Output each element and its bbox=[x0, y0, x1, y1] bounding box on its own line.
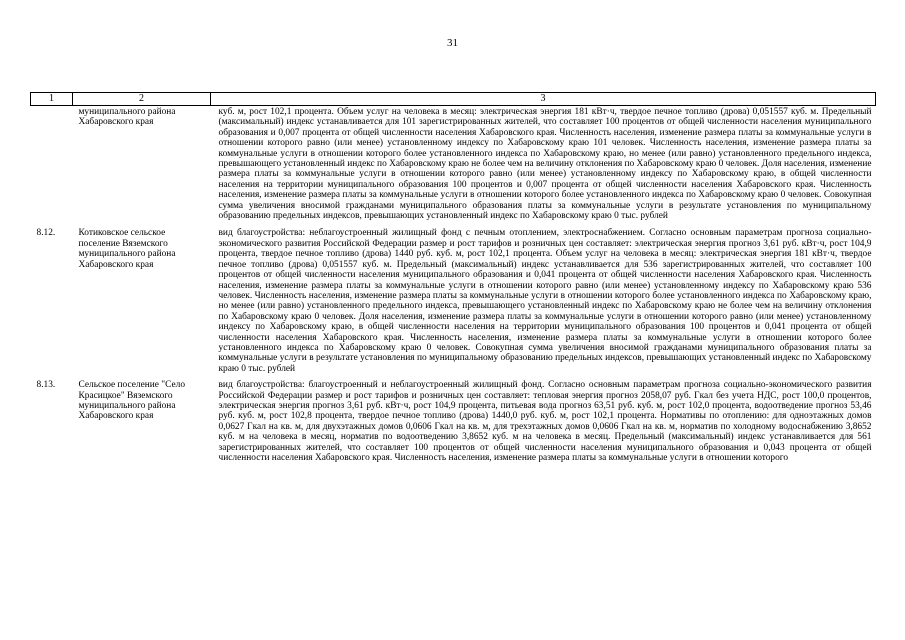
header-col-3: 3 bbox=[211, 93, 876, 106]
table-row bbox=[31, 228, 876, 380]
table-row bbox=[31, 106, 876, 229]
tariff-table bbox=[30, 92, 876, 463]
header-col-1: 1 bbox=[31, 93, 73, 106]
municipality-name: муниципального района Хабаровского края bbox=[78, 107, 176, 128]
row-number: 8.13. bbox=[36, 380, 56, 391]
table-row bbox=[31, 380, 876, 463]
page-number: 31 bbox=[447, 37, 458, 49]
row-description: вид благоустройства: благоустроенный и неблагоустроенный жилищный фонд. Согласно основным параметрам прогноза социально-экономического развития Российской Федерации размер и рост тарифов и розничных цен составляет: тепловая энергия прогноз 2058,07 руб. Гкал без учета НДС, рост 100,0 процентов, электрическая энергия прогноз 3,61 руб. кВт·ч, рост 104,9 процента, питьевая вода прогноз 63,51 руб. куб. м, рост 102,0 процента, водоотведение прогноз 53,46 руб. куб. м, рост 102,8 процента, твердое печное топливо (дрова) 1440,0 руб. куб. м, рост 102,1 процента. Нормативы по отоплению: для одноэтажных домов 0,0627 Гкал на кв. м, для двухэтажных домов 0,0606 Гкал на кв. м, для трехэтажных домов 0,0606 Гкал на кв. м, норматив по холодному водоснабжению 3,8652 куб. м на человека в месяц, норматив по водоотведению 3,8652 куб. м на человека в месяц. Предельный (максимальный) индекс устанавливается для 561 зарегистрированных жителей, что составляет 100 процентов от общей численности населения муниципального образования и 0,043 процента от общей численности населения Хабаровского края. Численность населения, изменение размера платы за коммунальные услуги в отношении которого bbox=[218, 380, 872, 463]
municipality-name: Сельское поселение "Село Красицкое" Вяземского муниципального района Хабаровского края bbox=[78, 380, 186, 422]
row-number: 8.12. bbox=[36, 228, 56, 239]
header-col-2: 2 bbox=[73, 93, 211, 106]
row-description: вид благоустройства: неблагоустроенный жилищный фонд с печным отоплением, электроснабжением. Согласно основным параметрам прогноза социально-экономического развития Российской Федерации размер и рост тарифов и розничных цен составляет: электрическая энергия прогноз 3,61 руб. кВт·ч, рост 104,9 процента, твердое печное топливо (дрова) 1440 руб. куб. м, рост 102,1 процента. Объем услуг на человека в месяц: электрическая энергия 181 кВт·ч, твердое печное топливо (дрова) 0,051557 куб. м. Предельный (максимальный) индекс устанавливается для 536 зарегистрированных жителей, что составляет 100 процентов от общей численности населения муниципального образования и 0,041 процента от общей численности населения Хабаровского края. Численность населения, изменение размера платы за коммунальные услуги в отношении которого равно (или менее) установленному индексу по Хабаровскому краю 536 человек. Численность населения, изменение размера платы за коммунальные услуги в отношении которого более установленного индекса по Хабаровскому краю, но менее (или равно) установленного предельного индекса, превышающего установленный индекс по Хабаровскому краю не более чем на величину отклонения по Хабаровскому краю 0 человек. Доля населения, изменение размера платы за коммунальные услуги в отношении которого равно (или менее) установленному индексу по Хабаровскому краю, в общей численности населения на территории муниципального образования 100 процентов и 0,041 процента от общей численности населения Хабаровского края. Численность населения, изменение размера платы за коммунальные услуги в отношении которого более установленного индекса по Хабаровскому краю 0 человек. Совокупная сумма увеличения вносимой гражданами муниципального образования платы за коммунальные услуги в результате установления по муниципальному образованию предельных индексов, превышающих установленный индекс по Хабаровскому краю 0 тыс. рублей bbox=[218, 228, 872, 374]
municipality-name: Котиковское сельское поселение Вяземского муниципального района Хабаровского края bbox=[78, 228, 176, 270]
row-description: куб. м, рост 102,1 процента. Объем услуг на человека в месяц: электрическая энергия 181 кВт·ч, твердое печное топливо (дрова) 0,051557 куб. м. Предельный (максимальный) индекс устанавливается для 101 зарегистрированных жителей, что составляет 100 процентов от общей численности населения муниципального образования и 0,007 процента от общей численности населения Хабаровского края. Численность населения, изменение размера платы за коммунальные услуги в отношении которого равно (или менее) установленному индексу по Хабаровскому краю 101 человек. Численность населения, изменение размера платы за коммунальные услуги в отношении которого более установленного индекса по Хабаровскому краю, но менее (или равно) установленного предельного индекса, превышающего установленный индекс по Хабаровскому краю не более чем на величину отклонения по Хабаровскому краю 0 человек. Доля населения, изменение размера платы за коммунальные услуги в отношении которого равно (или менее) установленному индексу по Хабаровскому краю, в общей численности населения на территории муниципального образования 100 процентов и 0,007 процента от общей численности населения Хабаровского края. Численность населения, изменение размера платы за коммунальные услуги в отношении которого более установленного индекса по Хабаровскому краю 0 человек. Совокупная сумма увеличения вносимой гражданами муниципального образования платы за коммунальные услуги в результате установления по муниципальному образованию предельных индексов, превышающих установленный индекс по Хабаровскому краю 0 тыс. рублей bbox=[218, 107, 872, 222]
table-header-row bbox=[31, 93, 876, 106]
row-number bbox=[31, 106, 73, 229]
